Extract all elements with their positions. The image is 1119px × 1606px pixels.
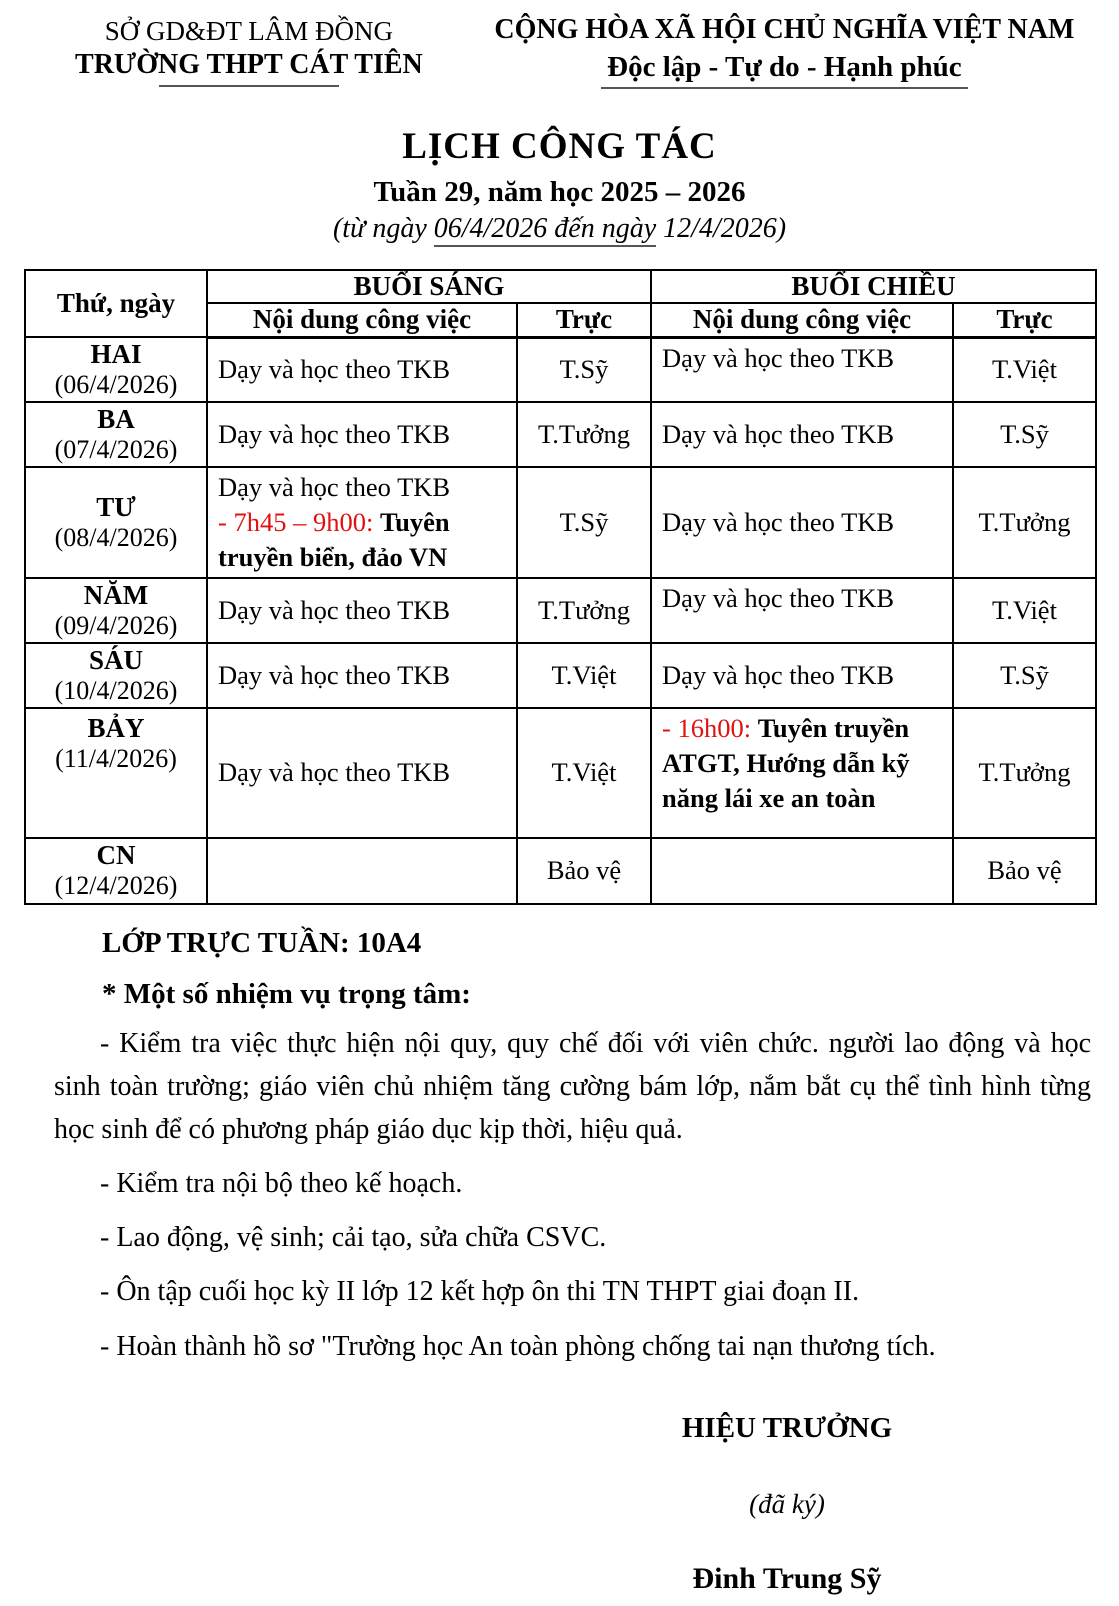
afternoon-duty-cell: T.Tưởng [953, 708, 1096, 838]
morning-duty-cell: T.Sỹ [517, 467, 651, 578]
afternoon-content-cell: Dạy và học theo TKB [651, 337, 953, 402]
task-item: - Ôn tập cuối học kỳ II lớp 12 kết hợp ôn thi TN THPT giai đoạn II. [100, 1276, 860, 1308]
schedule-table [24, 269, 1097, 905]
school-name-underline [159, 85, 339, 87]
table-row-monday [25, 337, 1096, 402]
day-cell [25, 838, 207, 904]
day-date: (06/4/2026) [54, 370, 178, 399]
day-date: (11/4/2026) [55, 743, 177, 773]
morning-content-cell: Dạy và học theo TKB [207, 402, 517, 467]
day-date: (08/4/2026) [54, 522, 178, 552]
day-name: SÁU [88, 644, 143, 675]
day-cell [25, 337, 207, 402]
day-date: (09/4/2026) [54, 610, 178, 640]
date-range-prefix: (từ ngày [332, 213, 434, 244]
morning-content-cell [207, 838, 517, 904]
afternoon-content-cell [651, 838, 953, 904]
school-name: TRƯỜNG THPT CÁT TIÊN [75, 49, 423, 80]
afternoon-duty-cell: T.Sỹ [953, 402, 1096, 467]
day-name: CN [96, 840, 136, 871]
morning-duty-cell: T.Việt [517, 643, 651, 708]
afternoon-content-cell: Dạy và học theo TKB [651, 402, 953, 467]
title-block [24, 125, 1095, 245]
afternoon-content-cell: Dạy và học theo TKB [651, 578, 953, 643]
day-cell [25, 643, 207, 708]
task-item: - Hoàn thành hồ sơ "Trường học An toàn phòng chống tai nạn thương tích. [100, 1330, 936, 1362]
national-motto: Độc lập - Tự do - Hạnh phúc [601, 49, 968, 89]
table-row-thursday [25, 578, 1096, 643]
day-date: (10/4/2026) [54, 675, 178, 705]
day-name: NĂM [83, 579, 149, 610]
header-afternoon: BUỔI CHIỀU [651, 270, 1096, 303]
afternoon-duty-cell: T.Tưởng [953, 467, 1096, 578]
class-on-duty: LỚP TRỰC TUẦN: 10A4 [102, 926, 422, 959]
day-cell [25, 578, 207, 643]
tasks-heading: * Một số nhiệm vụ trọng tâm: [102, 977, 471, 1010]
morning-duty-cell: Bảo vệ [517, 838, 651, 904]
table-row-saturday [25, 708, 1096, 838]
task-item: - Kiểm tra việc thực hiện nội quy, quy chế đối với viên chức. người lao động và học sinh toàn trường; giáo viên chủ nhiệm tăng cường bám lớp, nắm bắt cụ thể tình hình từng học sinh để có phương pháp giáo dục kịp thời, hiệu quả. [54, 1027, 1091, 1146]
afternoon-duty-cell: Bảo vệ [953, 838, 1096, 904]
table-row-wednesday [25, 467, 1096, 578]
afternoon-content-cell: - 16h00: Tuyên truyền ATGT, Hướng dẫn kỹ năng lái xe an toàn [651, 708, 953, 838]
table-row-tuesday [25, 402, 1096, 467]
afternoon-content-cell: Dạy và học theo TKB [651, 643, 953, 708]
day-date: (07/4/2026) [54, 435, 178, 464]
morning-content-cell: Dạy và học theo TKB - 7h45 – 9h00: Tuyên truyền biển, đảo VN [207, 467, 517, 578]
letterhead [24, 14, 1095, 89]
signer-name: Đinh Trung Sỹ [692, 1561, 882, 1595]
morning-duty-cell: T.Tưởng [517, 578, 651, 643]
afternoon-duty-cell: T.Việt [953, 337, 1096, 402]
morning-content-cell: Dạy và học theo TKB [207, 578, 517, 643]
document-title: LỊCH CÔNG TÁC [402, 126, 717, 167]
signature-block [567, 1412, 1007, 1596]
afternoon-duty-cell: T.Sỹ [953, 643, 1096, 708]
day-cell [25, 708, 207, 838]
day-cell [25, 402, 207, 467]
day-name: HAI [90, 339, 142, 369]
afternoon-content-cell: Dạy và học theo TKB [651, 467, 953, 578]
day-name: BA [97, 404, 135, 434]
header-afternoon-duty: Trực [953, 303, 1096, 337]
morning-content-cell: Dạy và học theo TKB [207, 337, 517, 402]
task-item: - Lao động, vệ sinh; cải tạo, sửa chữa CSVC. [100, 1222, 607, 1254]
day-name: TƯ [96, 491, 136, 522]
morning-content-cell: Dạy và học theo TKB [207, 643, 517, 708]
day-cell [25, 467, 207, 578]
header-morning-content: Nội dung công việc [207, 303, 517, 337]
national-header: CỘNG HÒA XÃ HỘI CHỦ NGHĨA VIỆT NAM [494, 14, 1075, 45]
signed-note: (đã ký) [749, 1488, 825, 1519]
date-range-underlined: 06/4/2026 đến ngày [434, 213, 656, 247]
letterhead-left [24, 14, 474, 89]
date-range-suffix: 12/4/2026) [656, 213, 787, 244]
morning-duty-cell: T.Tưởng [517, 402, 651, 467]
task-item: - Kiểm tra nội bộ theo kế hoạch. [100, 1168, 463, 1200]
date-range [24, 213, 1095, 245]
header-morning-duty: Trực [517, 303, 651, 337]
table-row-friday [25, 643, 1096, 708]
morning-duty-cell: T.Việt [517, 708, 651, 838]
header-day: Thứ, ngày [25, 270, 207, 337]
afternoon-duty-cell: T.Việt [953, 578, 1096, 643]
day-name: BẢY [87, 712, 145, 743]
morning-content-cell: Dạy và học theo TKB [207, 708, 517, 838]
letterhead-right [474, 14, 1095, 89]
table-row-sunday [25, 838, 1096, 904]
day-date: (12/4/2026) [54, 871, 178, 901]
morning-duty-cell: T.Sỹ [517, 337, 651, 402]
document-subtitle: Tuần 29, năm học 2025 – 2026 [373, 176, 746, 208]
header-morning: BUỔI SÁNG [207, 270, 651, 303]
header-afternoon-content: Nội dung công việc [651, 303, 953, 337]
department-name: SỞ GD&ĐT LÂM ĐỒNG [104, 16, 394, 46]
signer-title: HIỆU TRƯỞNG [681, 1411, 893, 1444]
